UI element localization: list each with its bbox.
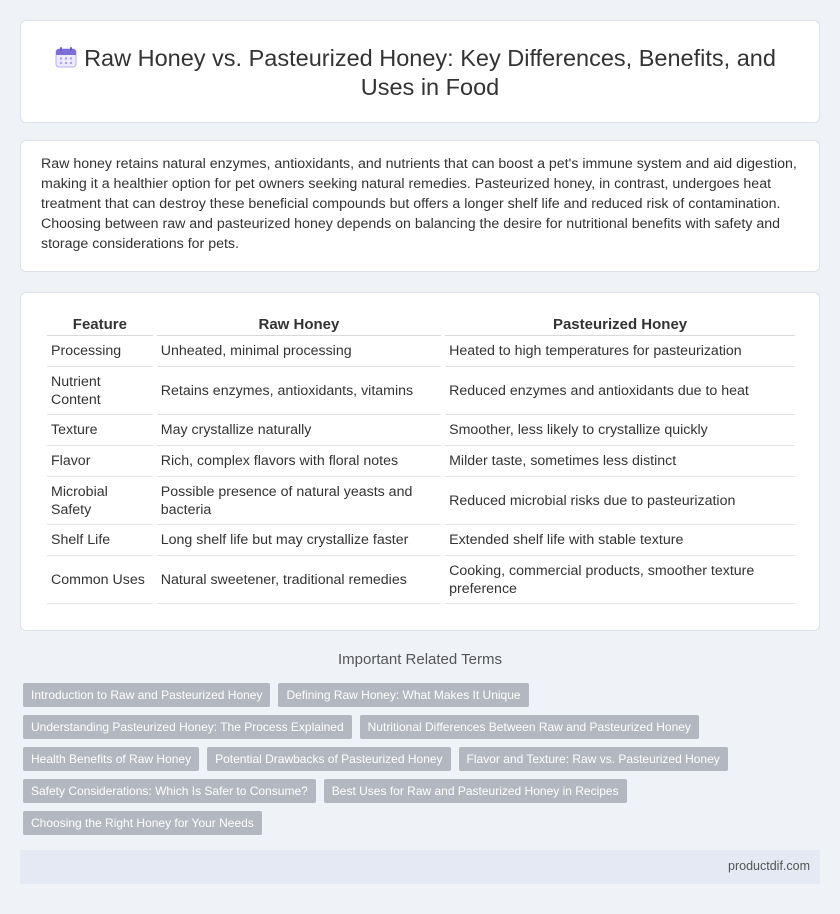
footer-site-name[interactable]: productdif.com [728, 859, 810, 873]
table-row [47, 446, 795, 477]
related-term-link[interactable]: Potential Drawbacks of Pasteurized Honey [207, 747, 450, 771]
comparison-table-card [20, 292, 820, 631]
raw-honey-cell: Long shelf life but may crystallize faster [157, 525, 441, 556]
table-header-row [47, 315, 795, 336]
feature-cell: Texture [47, 415, 153, 446]
raw-honey-cell: Unheated, minimal processing [157, 336, 441, 367]
table-row [47, 336, 795, 367]
feature-cell: Flavor [47, 446, 153, 477]
related-term-link[interactable]: Defining Raw Honey: What Makes It Unique [278, 683, 528, 707]
pasteurized-honey-cell: Smoother, less likely to crystallize quickly [445, 415, 795, 446]
related-terms-heading: Important Related Terms [338, 651, 502, 668]
raw-honey-cell: Rich, complex flavors with floral notes [157, 446, 441, 477]
title-card [20, 20, 820, 123]
footer [20, 850, 820, 884]
pasteurized-honey-cell: Milder taste, sometimes less distinct [445, 446, 795, 477]
raw-honey-cell: Natural sweetener, traditional remedies [157, 556, 441, 604]
intro-card [20, 140, 820, 272]
feature-cell: Nutrient Content [47, 367, 153, 415]
pasteurized-honey-cell: Extended shelf life with stable texture [445, 525, 795, 556]
pasteurized-honey-cell: Reduced enzymes and antioxidants due to heat [445, 367, 795, 415]
related-term-link[interactable]: Health Benefits of Raw Honey [23, 747, 199, 771]
pasteurized-honey-cell: Heated to high temperatures for pasteurization [445, 336, 795, 367]
feature-cell: Processing [47, 336, 153, 367]
pasteurized-honey-cell: Cooking, commercial products, smoother texture preference [445, 556, 795, 604]
related-terms-list [23, 683, 783, 835]
comparison-table [43, 315, 799, 604]
related-term-link[interactable]: Safety Considerations: Which Is Safer to Consume? [23, 779, 316, 803]
related-term-link[interactable]: Understanding Pasteurized Honey: The Process Explained [23, 715, 352, 739]
related-term-link[interactable]: Choosing the Right Honey for Your Needs [23, 811, 262, 835]
table-row [47, 525, 795, 556]
table-row [47, 415, 795, 446]
column-header-pasteurized-honey: Pasteurized Honey [445, 315, 795, 336]
intro-paragraph: Raw honey retains natural enzymes, antioxidants, and nutrients that can boost a pet's immune system and aid digestion, making it a healthier option for pet owners seeking natural remedies. Pasteurized honey, in contrast, undergoes heat treatment that can destroy these beneficial compounds but offers a longer shelf life and reduced risk of contamination. Choosing between raw and pasteurized honey depends on balancing the desire for nutritional benefits with safety and storage considerations for pets. [41, 156, 797, 252]
feature-cell: Microbial Safety [47, 477, 153, 525]
table-row [47, 477, 795, 525]
table-row [47, 367, 795, 415]
raw-honey-cell: Possible presence of natural yeasts and bacteria [157, 477, 441, 525]
pasteurized-honey-cell: Reduced microbial risks due to pasteurization [445, 477, 795, 525]
page-title: Raw Honey vs. Pasteurized Honey: Key Differences, Benefits, and Uses in Food [84, 45, 776, 100]
table-row [47, 556, 795, 604]
related-term-link[interactable]: Best Uses for Raw and Pasteurized Honey in Recipes [324, 779, 627, 803]
related-term-link[interactable]: Introduction to Raw and Pasteurized Honey [23, 683, 270, 707]
feature-cell: Shelf Life [47, 525, 153, 556]
column-header-raw-honey: Raw Honey [157, 315, 441, 336]
related-term-link[interactable]: Nutritional Differences Between Raw and Pasteurized Honey [360, 715, 699, 739]
feature-cell: Common Uses [47, 556, 153, 604]
related-term-link[interactable]: Flavor and Texture: Raw vs. Pasteurized Honey [459, 747, 728, 771]
raw-honey-cell: Retains enzymes, antioxidants, vitamins [157, 367, 441, 415]
raw-honey-cell: May crystallize naturally [157, 415, 441, 446]
column-header-feature: Feature [47, 315, 153, 336]
